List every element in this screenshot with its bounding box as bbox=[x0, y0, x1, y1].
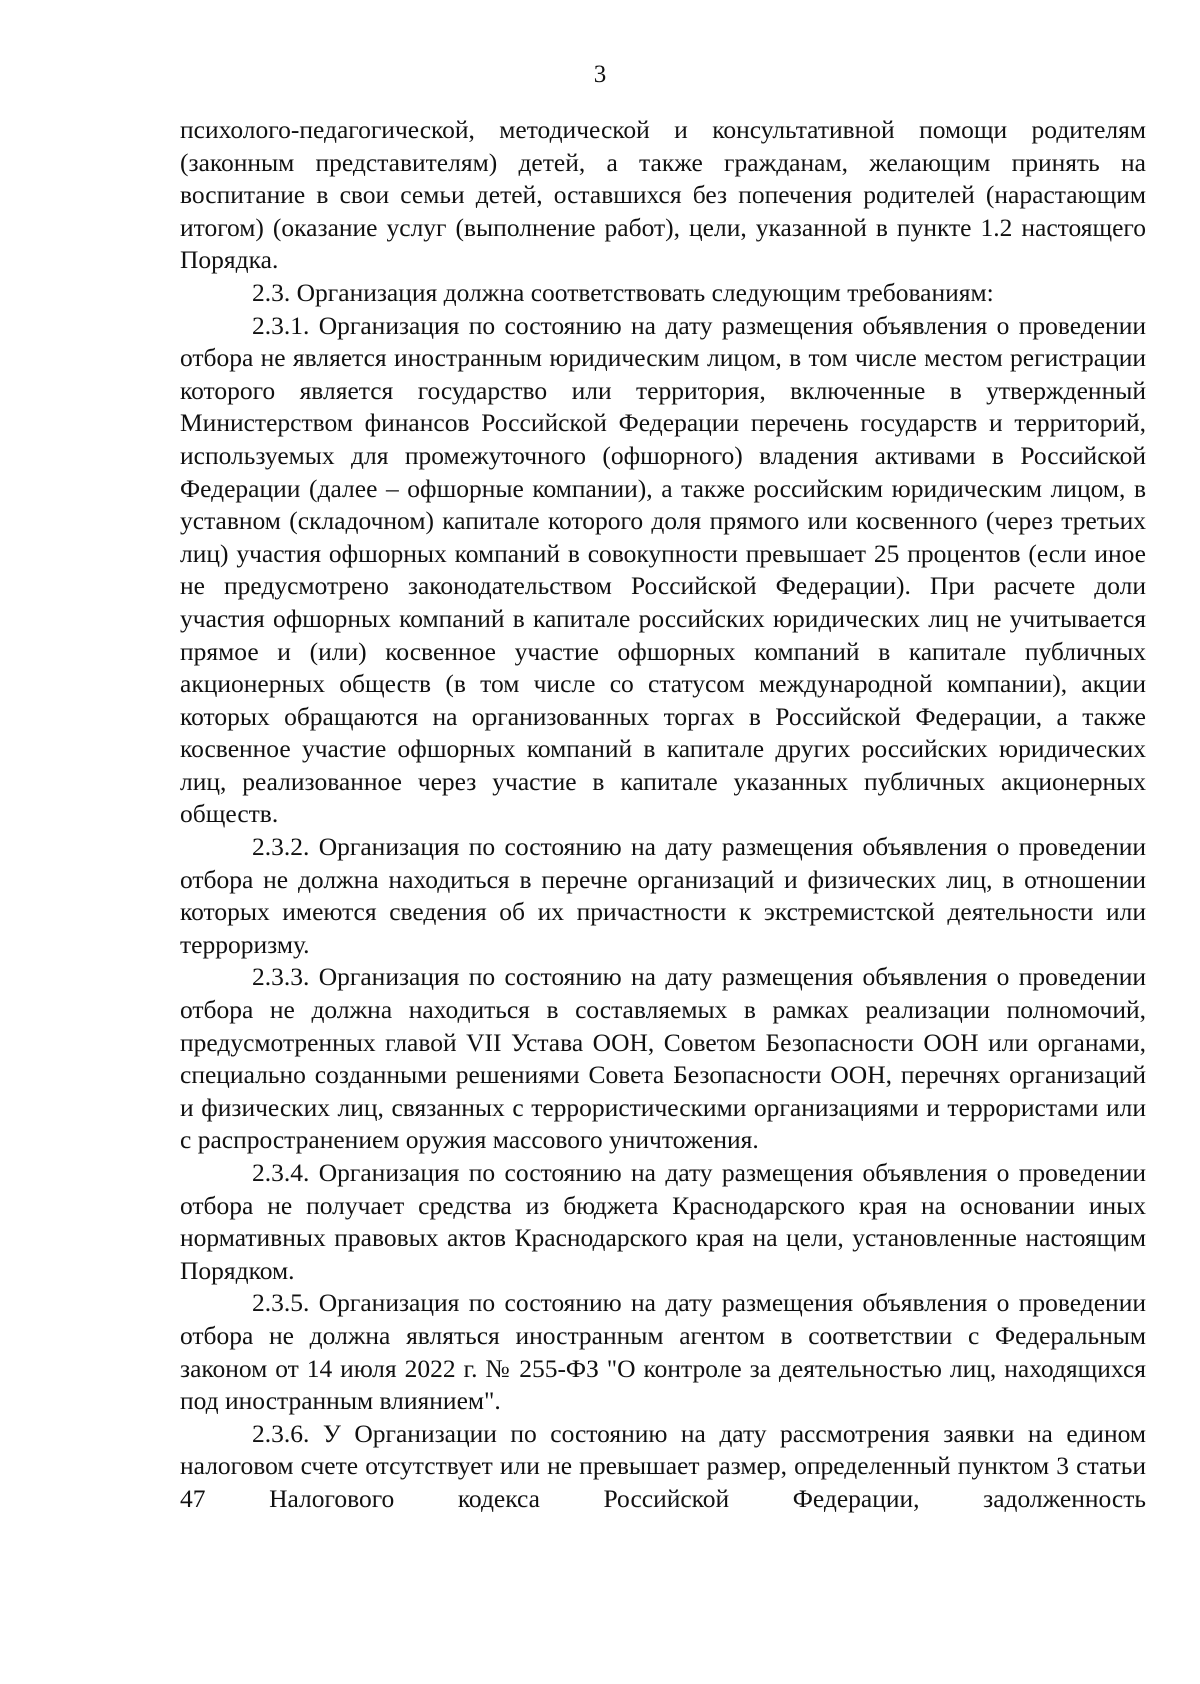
paragraph-2-3-2: 2.3.2. Организация по состоянию на дату размещения объявления о проведении отбора не должна находиться в перечне организаций и физических лиц, в отношении которых имеются сведения об их причастности к экстремистской деятельности или терроризму. bbox=[180, 832, 1146, 959]
paragraph-2-3-5: 2.3.5. Организация по состоянию на дату размещения объявления о проведении отбора не должна являться иностранным агентом в соответствии с Федеральным законом от 14 июля 2022 г. № 255-ФЗ "О контроле за деятельностью лиц, находящихся под иностранным влиянием". bbox=[180, 1288, 1146, 1416]
document-body bbox=[180, 114, 1146, 1516]
paragraph-continuation: психолого-педагогической, методической и консультативной помощи родителям (законным представителям) детей, а также гражданам, желающим принять на воспитание в свои семьи детей, оставшихся без попечения родителей (нарастающим итогом) (оказание услуг (выполнение работ), цели, указанной в пункте 1.2 настоящего Порядка. bbox=[180, 115, 1146, 275]
paragraph-2-3-6: 2.3.6. У Организации по состоянию на дату рассмотрения заявки на едином налоговом счете отсутствует или не превышает размер, определенный пунктом 3 статьи 47 Налогового кодекса Российской Федерации, задолженность bbox=[180, 1418, 1146, 1513]
paragraph-2-3-3: 2.3.3. Организация по состоянию на дату размещения объявления о проведении отбора не должна находиться в составляемых в рамках реализации полномочий, предусмотренных главой VII Устава ООН, Советом Безопасности ООН или органами, специально созданными решениями Совета Безопасности ООН, перечнях организаций и физических лиц, связанных с террористическими организациями и террористами или с распространением оружия массового уничтожения. bbox=[180, 962, 1146, 1155]
paragraph-2-3: 2.3. Организация должна соответствовать следующим требованиям: bbox=[252, 277, 994, 307]
paragraph-2-3-1: 2.3.1. Организация по состоянию на дату размещения объявления о проведении отбора не является иностранным юридическим лицом, в том числе местом регистрации которого является государство или территория, включенные в утвержденный Министерством финансов Российской Федерации перечень государств и территорий, используемых для промежуточного (офшорного) владения активами в Российской Федерации (далее – офшорные компании), а также российским юридическим лицом, в уставном (складочном) капитале которого доля прямого или косвенного (через третьих лиц) участия офшорных компаний в совокупности превышает 25 процентов (если иное не предусмотрено законодательством Российской Федерации). При расчете доли участия офшорных компаний в капитале российских юридических лиц не учитывается прямое и (или) косвенное участие офшорных компаний в капитале публичных акционерных обществ (в том числе со статусом международной компании), акции которых обращаются на организованных торгах в Российской Федерации, а также косвенное участие офшорных компаний в капитале других российских юридических лиц, реализованное через участие в капитале указанных публичных акционерных обществ. bbox=[180, 310, 1146, 829]
paragraph-2-3-4: 2.3.4. Организация по состоянию на дату размещения объявления о проведении отбора не получает средства из бюджета Краснодарского края на основании иных нормативных правовых актов Краснодарского края на цели, установленные настоящим Порядком. bbox=[180, 1158, 1146, 1285]
page-number: 3 bbox=[593, 61, 607, 88]
